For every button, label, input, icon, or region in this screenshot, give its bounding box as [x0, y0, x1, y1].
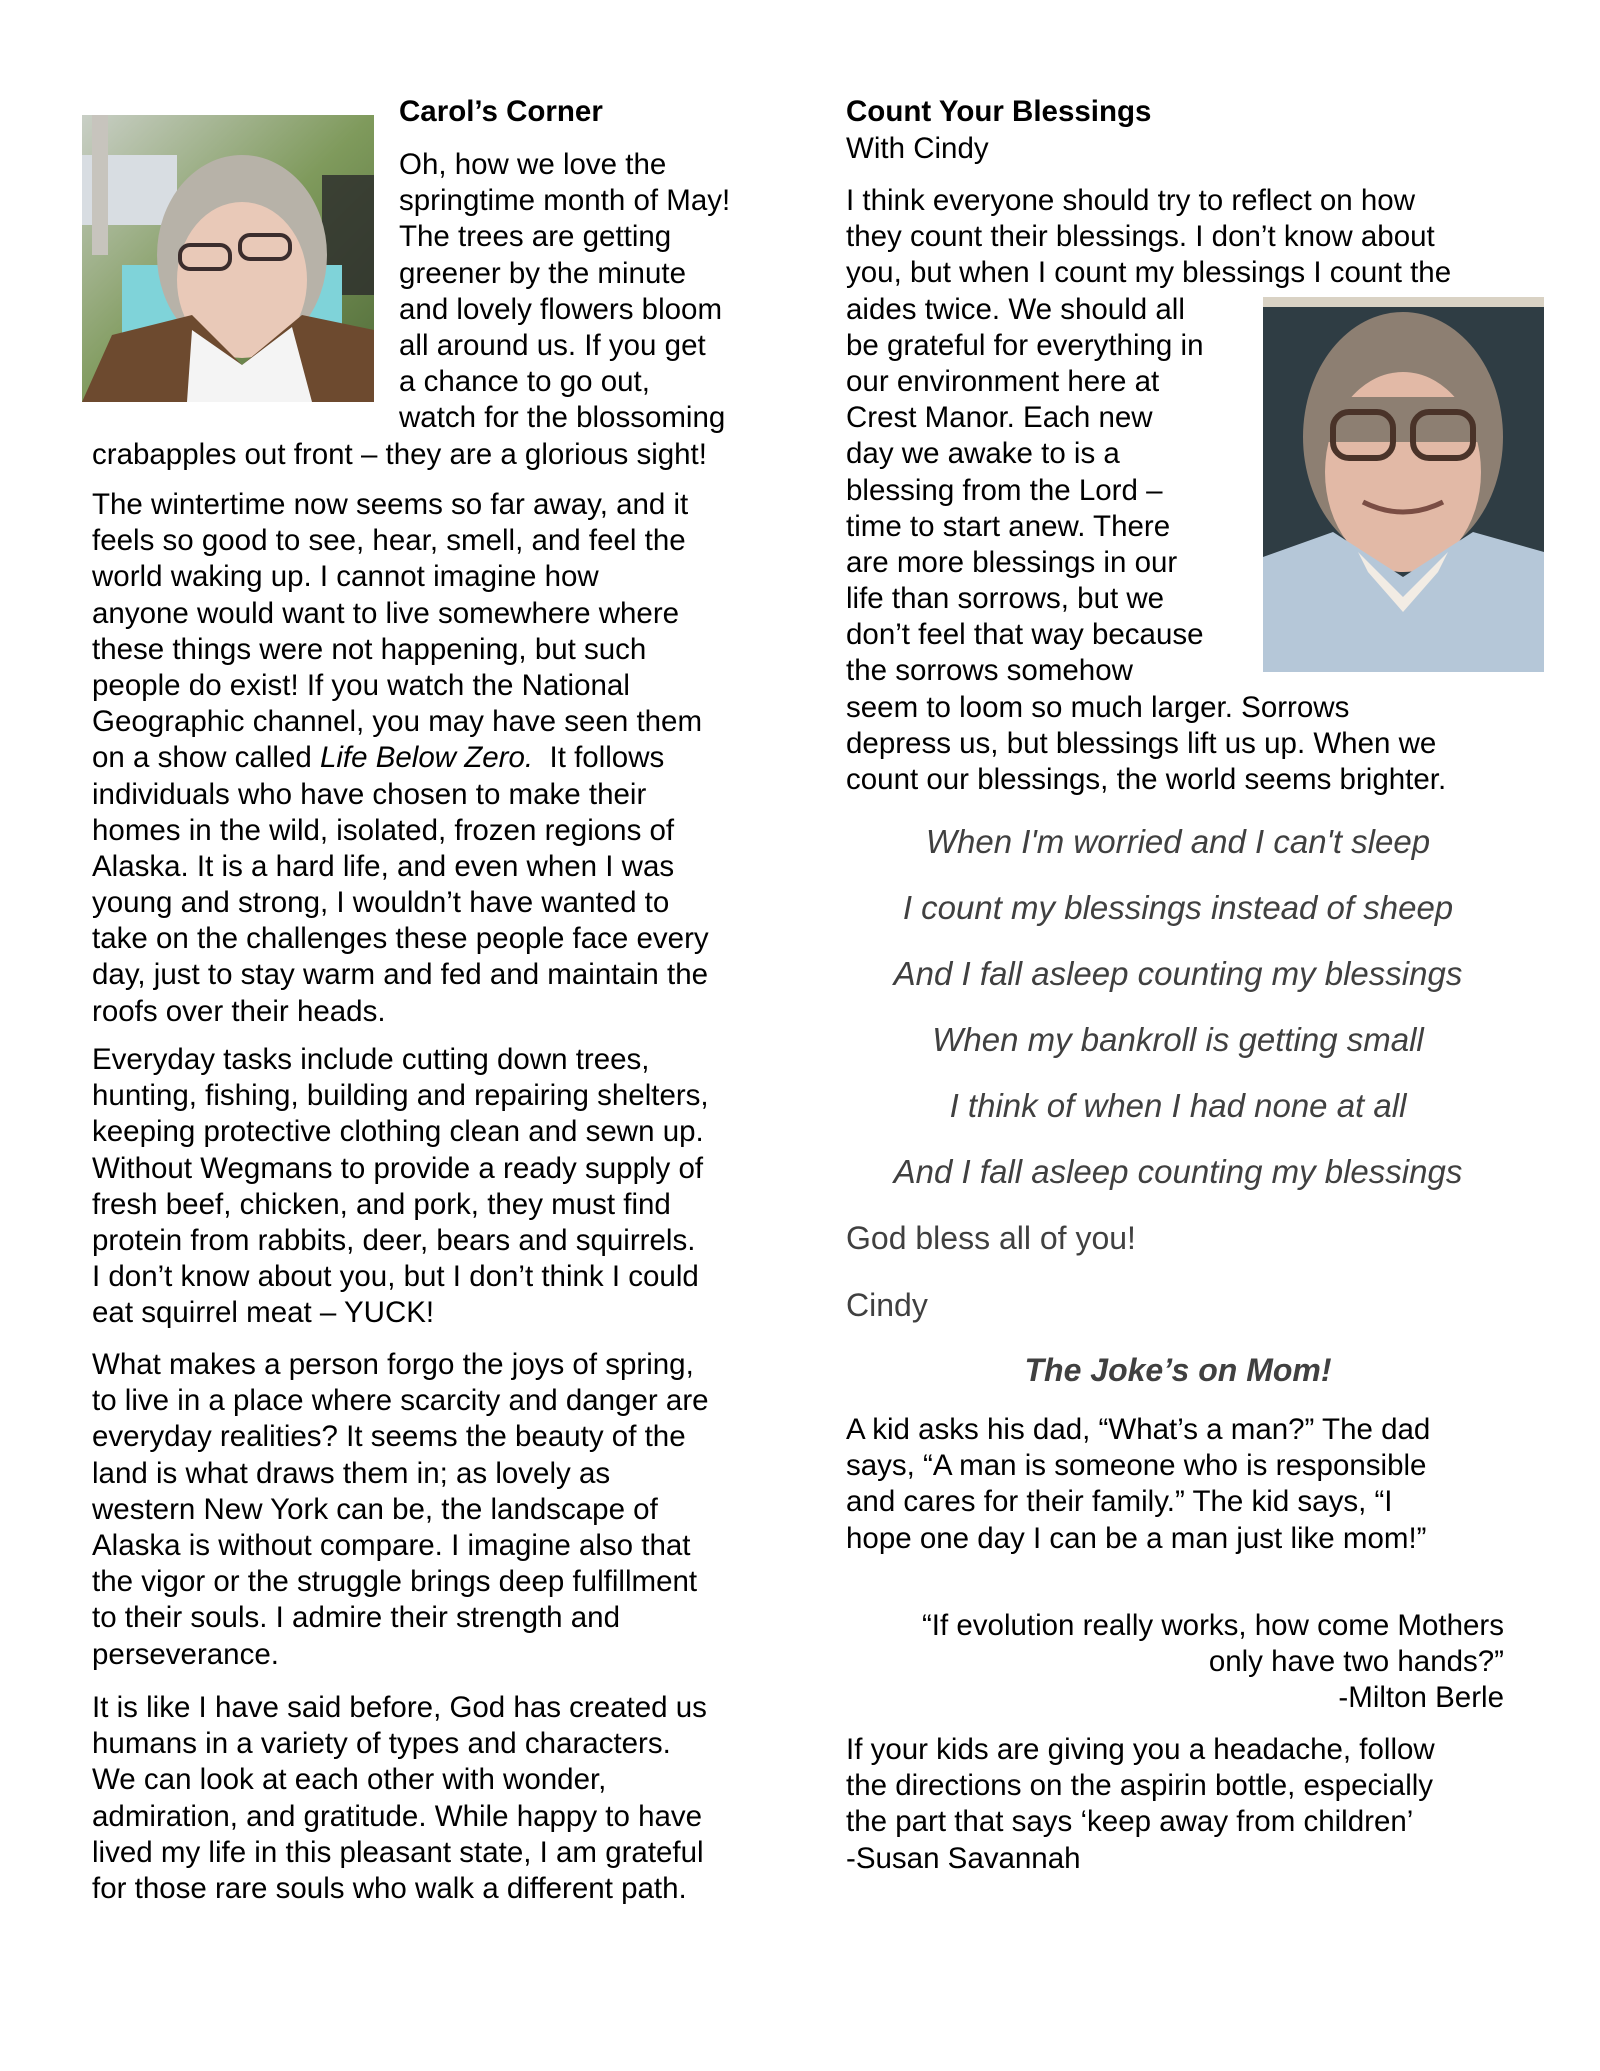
joke-kid-and-dad	[846, 1412, 1430, 1557]
body-text: on a show called	[92, 741, 320, 775]
joke-aspirin	[846, 1732, 1435, 1877]
intro-line: The trees are getting	[399, 220, 672, 254]
body-line: lived my life in this pleasant state, I am grateful	[92, 1835, 704, 1869]
quote-milton-berle	[922, 1608, 1504, 1717]
carol-photo-image	[82, 115, 374, 402]
body-line: individuals who have chosen to make their	[92, 777, 647, 811]
body-line: What makes a person forgo the joys of spring,	[92, 1348, 694, 1381]
joke-author: -Susan Savannah	[846, 1841, 1081, 1875]
body-line: seem to loom so much larger. Sorrows	[846, 690, 1350, 724]
body-line: be grateful for everything in	[846, 328, 1204, 362]
body-line: The wintertime now seems so far away, and it	[92, 488, 689, 521]
body-line: anyone would want to live somewhere where	[92, 596, 680, 630]
body-line: young and strong, I wouldn’t have wanted to	[92, 886, 670, 920]
body-line: humans in a variety of types and characters.	[92, 1727, 671, 1761]
intro-line: springtime month of May!	[399, 184, 731, 218]
body-line: our environment here at	[846, 364, 1160, 398]
quote-line: “If evolution really works, how come Mothers	[921, 1609, 1504, 1642]
body-line: protein from rabbits, deer, bears and squirrels.	[92, 1223, 696, 1257]
cindy-photo	[1263, 297, 1544, 672]
body-line: are more blessings in our	[846, 545, 1178, 579]
body-line: Geographic channel, you may have seen them	[92, 705, 703, 739]
closing-blessing: God bless all of you!	[846, 1220, 1136, 1256]
intro-line: greener by the minute	[399, 256, 686, 290]
body-line: to live in a place where scarcity and danger are	[92, 1384, 709, 1418]
count-your-blessings-subtitle	[846, 131, 989, 167]
intro-line: watch for the blossoming	[399, 401, 726, 435]
body-line: We can look at each other with wonder,	[92, 1763, 607, 1797]
body-line-with-show-title	[92, 740, 709, 776]
body-line: time to start anew. There	[846, 509, 1171, 543]
body-line: day, just to stay warm and fed and maintain the	[92, 958, 709, 992]
body-line: Without Wegmans to provide a ready supply of	[92, 1151, 704, 1185]
carols-corner-intro	[399, 147, 730, 437]
body-line: Crest Manor. Each new	[846, 401, 1153, 435]
body-line: It is like I have said before, God has created us	[92, 1691, 707, 1724]
body-line: they count their blessings. I don’t know about	[846, 220, 1435, 254]
body-line: Everyday tasks include cutting down trees,	[92, 1043, 650, 1076]
paragraph-god-created	[92, 1690, 707, 1907]
carols-corner-intro-end	[92, 437, 707, 473]
body-line: depress us, but blessings lift us up. When we	[846, 726, 1437, 760]
paragraph-forgo-spring	[92, 1347, 709, 1673]
signature-cindy: Cindy	[846, 1287, 928, 1323]
intro-line: crabapples out front – they are a glorious sight!	[92, 438, 707, 471]
poem-line: I count my blessings instead of sheep	[902, 889, 1454, 926]
body-line: for those rare souls who walk a different path.	[92, 1871, 687, 1905]
body-line: don’t feel that way because	[846, 618, 1204, 652]
joke-line: hope one day I can be a man just like mom!”	[846, 1521, 1427, 1555]
intro-line: all around us. If you get	[399, 328, 706, 362]
intro-line: and lovely flowers bloom	[399, 292, 723, 326]
body-line: world waking up. I cannot imagine how	[92, 560, 599, 594]
body-line: keeping protective clothing clean and sewn up.	[92, 1115, 704, 1149]
body-line: I don’t know about you, but I don’t think I could	[92, 1260, 699, 1294]
intro-line: Oh, how we love the	[399, 148, 667, 181]
body-line: blessing from the Lord –	[846, 473, 1163, 507]
body-line: western New York can be, the landscape of	[92, 1492, 658, 1526]
quote-author: -Milton Berle	[1338, 1681, 1504, 1715]
body-line: day we awake to is a	[846, 437, 1120, 471]
body-line: eat squirrel meat – YUCK!	[92, 1296, 435, 1330]
subtitle-text: With Cindy	[846, 132, 989, 165]
joke-line: If your kids are giving you a headache, follow	[846, 1733, 1435, 1766]
body-line: count our blessings, the world seems brighter.	[846, 763, 1447, 796]
body-line: homes in the wild, isolated, frozen regions of	[92, 813, 675, 847]
body-line: admiration, and gratitude. While happy to have	[92, 1799, 703, 1833]
body-line: aides twice. We should all	[846, 292, 1185, 326]
quote-line: only have two hands?”	[1208, 1645, 1504, 1679]
poem-line: When I'm worried and I can't sleep	[925, 823, 1431, 860]
body-line: life than sorrows, but we	[846, 582, 1165, 616]
poem-line: When my bankroll is getting small	[932, 1021, 1424, 1058]
poem-line: And I fall asleep counting my blessings	[893, 1153, 1463, 1190]
joke-line: A kid asks his dad, “What’s a man?” The dad	[846, 1413, 1431, 1446]
body-line: fresh beef, chicken, and pork, they must find	[92, 1187, 671, 1221]
body-line: everyday realities? It seems the beauty of the	[92, 1420, 686, 1454]
body-line: take on the challenges these people face every	[92, 922, 709, 956]
jokes-title: The Joke’s on Mom!	[1024, 1352, 1332, 1388]
paragraph-wintertime	[92, 487, 709, 1030]
show-title: Life Below Zero.	[319, 741, 534, 775]
cindy-photo-image	[1263, 297, 1544, 672]
poem-line: And I fall asleep counting my blessings	[893, 955, 1463, 992]
body-line: roofs over their heads.	[92, 994, 386, 1028]
body-line: people do exist! If you watch the National	[92, 668, 630, 702]
intro-line: a chance to go out,	[399, 365, 650, 399]
body-line: these things were not happening, but such	[92, 632, 647, 666]
body-line: Alaska. It is a hard life, and even when I was	[92, 849, 675, 883]
body-line: feels so good to see, hear, smell, and feel the	[92, 524, 686, 558]
body-line: Alaska is without compare. I imagine also that	[92, 1528, 691, 1562]
joke-line: the part that says ‘keep away from children’	[846, 1805, 1414, 1839]
joke-line: says, “A man is someone who is responsible	[846, 1449, 1427, 1483]
body-line: hunting, fishing, building and repairing shelters,	[92, 1079, 709, 1113]
count-your-blessings-title: Count Your Blessings	[846, 95, 1152, 128]
body-text: It follows	[533, 741, 665, 775]
body-line: perseverance.	[92, 1637, 279, 1671]
carol-photo	[82, 115, 374, 402]
body-line: the sorrows somehow	[846, 654, 1133, 688]
carols-corner-title: Carol’s Corner	[399, 95, 603, 128]
paragraph-everyday-tasks	[92, 1042, 709, 1332]
body-line: land is what draws them in; as lovely as	[92, 1456, 611, 1490]
poem-line: I think of when I had none at all	[949, 1087, 1407, 1124]
joke-line: and cares for their family.” The kid says, “I	[846, 1485, 1393, 1519]
body-line: I think everyone should try to reflect on how	[846, 184, 1415, 217]
joke-line: the directions on the aspirin bottle, especially	[846, 1769, 1434, 1803]
body-line: the vigor or the struggle brings deep fulfillment	[92, 1565, 698, 1599]
body-line: you, but when I count my blessings I count the	[846, 256, 1452, 290]
body-line: to their souls. I admire their strength and	[92, 1601, 620, 1635]
